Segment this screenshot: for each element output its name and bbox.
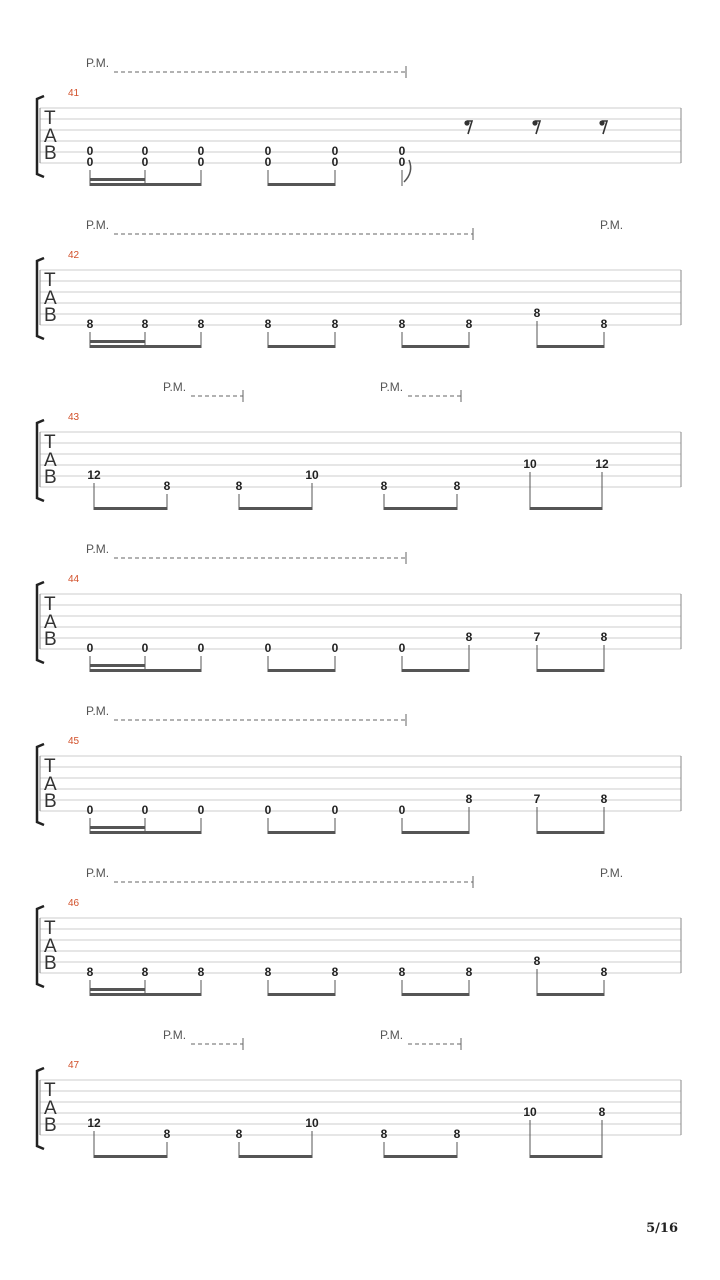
tab-clef-b: B: [44, 629, 57, 650]
tab-staff: [40, 756, 681, 811]
tab-clef-t: T: [44, 432, 56, 453]
fret-number: 0: [398, 144, 406, 158]
fret-number: 8: [600, 965, 608, 979]
fret-number: 10: [523, 457, 537, 471]
fret-number: 0: [86, 641, 94, 655]
tab-staff: [40, 432, 681, 487]
tab-clef-t: T: [44, 918, 56, 939]
measure-number: 41: [68, 88, 80, 99]
fret-number: 0: [141, 144, 149, 158]
fret-number: 0: [398, 641, 406, 655]
fret-number: 0: [86, 803, 94, 817]
tab-clef-a: A: [44, 288, 57, 309]
fret-number: 0: [197, 803, 205, 817]
fret-number: 0: [141, 803, 149, 817]
fret-number: 10: [305, 468, 319, 482]
tab-clef-b: B: [44, 953, 57, 974]
fret-number: 8: [533, 954, 541, 968]
fret-number: 12: [87, 468, 101, 482]
palm-mute-label: P.M.: [600, 866, 624, 880]
measure-number: 47: [68, 1060, 80, 1071]
measure-number: 45: [68, 736, 80, 747]
fret-number: 8: [380, 1127, 388, 1141]
fret-number: 8: [163, 1127, 171, 1141]
measure-number: 46: [68, 898, 80, 909]
fret-number: 8: [141, 965, 149, 979]
fret-number: 8: [465, 317, 473, 331]
fret-number: 8: [264, 317, 272, 331]
fret-number: 0: [86, 144, 94, 158]
fret-number: 0: [264, 155, 272, 169]
fret-number: 8: [235, 479, 243, 493]
fret-number: 10: [305, 1116, 319, 1130]
fret-number: 8: [533, 306, 541, 320]
fret-number: 8: [453, 1127, 461, 1141]
fret-number: 0: [86, 155, 94, 169]
tab-staff: [40, 270, 681, 325]
fret-number: 8: [86, 317, 94, 331]
fret-number: 8: [264, 965, 272, 979]
tab-staff: [40, 918, 681, 973]
palm-mute-label: P.M.: [86, 704, 110, 718]
page-number: 5/16: [646, 1221, 678, 1236]
fret-number: 8: [598, 1105, 606, 1119]
tab-clef-t: T: [44, 108, 56, 129]
tab-clef-a: A: [44, 612, 57, 633]
tab-staff: [40, 108, 681, 163]
fret-number: 8: [235, 1127, 243, 1141]
palm-mute-label: P.M.: [86, 56, 110, 70]
fret-number: 0: [331, 144, 339, 158]
fret-number: 0: [197, 144, 205, 158]
palm-mute-label: P.M.: [163, 1028, 187, 1042]
fret-number: 0: [197, 155, 205, 169]
fret-number: 8: [331, 965, 339, 979]
fret-number: 8: [600, 317, 608, 331]
fret-number: 0: [398, 155, 406, 169]
system-45: [37, 704, 681, 834]
fret-number: 12: [87, 1116, 101, 1130]
tab-clef-b: B: [44, 791, 57, 812]
beams: [90, 988, 604, 996]
system-41: [37, 56, 681, 186]
fret-number: 0: [264, 144, 272, 158]
tab-clef-a: A: [44, 774, 57, 795]
fret-number: 8: [141, 317, 149, 331]
beams: [94, 507, 602, 510]
system-44: [37, 542, 681, 672]
eighth-rest-icon: [532, 120, 540, 134]
palm-mute-label: P.M.: [380, 1028, 404, 1042]
tab-clef-a: A: [44, 1098, 57, 1119]
system-42: [37, 218, 681, 348]
fret-number: 8: [600, 630, 608, 644]
fret-number: 8: [197, 317, 205, 331]
palm-mute-label: P.M.: [600, 218, 624, 232]
beams: [90, 826, 604, 834]
fret-number: 0: [197, 641, 205, 655]
fret-number: 8: [398, 965, 406, 979]
fret-number: 8: [465, 792, 473, 806]
fret-number: 8: [600, 792, 608, 806]
beams: [90, 178, 335, 186]
tab-clef-b: B: [44, 1115, 57, 1136]
palm-mute-label: P.M.: [86, 218, 110, 232]
tab-clef-a: A: [44, 126, 57, 147]
fret-number: 0: [331, 155, 339, 169]
tab-staff: [40, 594, 681, 649]
tab-clef-t: T: [44, 756, 56, 777]
tab-clef-b: B: [44, 143, 57, 164]
fret-number: 8: [453, 479, 461, 493]
tab-clef-a: A: [44, 450, 57, 471]
measure-number: 42: [68, 250, 80, 261]
tab-staff: [40, 1080, 681, 1135]
fret-number: 12: [595, 457, 609, 471]
fret-number: 8: [163, 479, 171, 493]
measure-number: 43: [68, 412, 80, 423]
eighth-rest-icon: [464, 120, 472, 134]
tab-clef-t: T: [44, 1080, 56, 1101]
fret-number: 10: [523, 1105, 537, 1119]
fret-number: 8: [465, 630, 473, 644]
system-47: [37, 1028, 681, 1158]
tab-clef-t: T: [44, 270, 56, 291]
fret-number: 0: [264, 641, 272, 655]
tab-clef-a: A: [44, 936, 57, 957]
tab-clef-b: B: [44, 305, 57, 326]
palm-mute-label: P.M.: [163, 380, 187, 394]
fret-number: 8: [197, 965, 205, 979]
beams: [94, 1155, 602, 1158]
fret-number: 0: [398, 803, 406, 817]
beams: [90, 664, 604, 672]
fret-number: 8: [398, 317, 406, 331]
fret-number: 0: [141, 155, 149, 169]
tab-clef-t: T: [44, 594, 56, 615]
fret-number: 0: [141, 641, 149, 655]
palm-mute-label: P.M.: [86, 866, 110, 880]
system-46: [37, 866, 681, 996]
palm-mute-label: P.M.: [86, 542, 110, 556]
palm-mute-label: P.M.: [380, 380, 404, 394]
tab-clef-b: B: [44, 467, 57, 488]
fret-number: 8: [465, 965, 473, 979]
fret-number: 7: [533, 792, 541, 806]
fret-number: 8: [86, 965, 94, 979]
beams: [90, 340, 604, 348]
eighth-rest-icon: [599, 120, 607, 134]
measure-number: 44: [68, 574, 80, 585]
system-43: [37, 380, 681, 510]
fret-number: 0: [331, 803, 339, 817]
fret-number: 0: [331, 641, 339, 655]
fret-number: 8: [331, 317, 339, 331]
fret-number: 7: [533, 630, 541, 644]
fret-number: 8: [380, 479, 388, 493]
fret-number: 0: [264, 803, 272, 817]
